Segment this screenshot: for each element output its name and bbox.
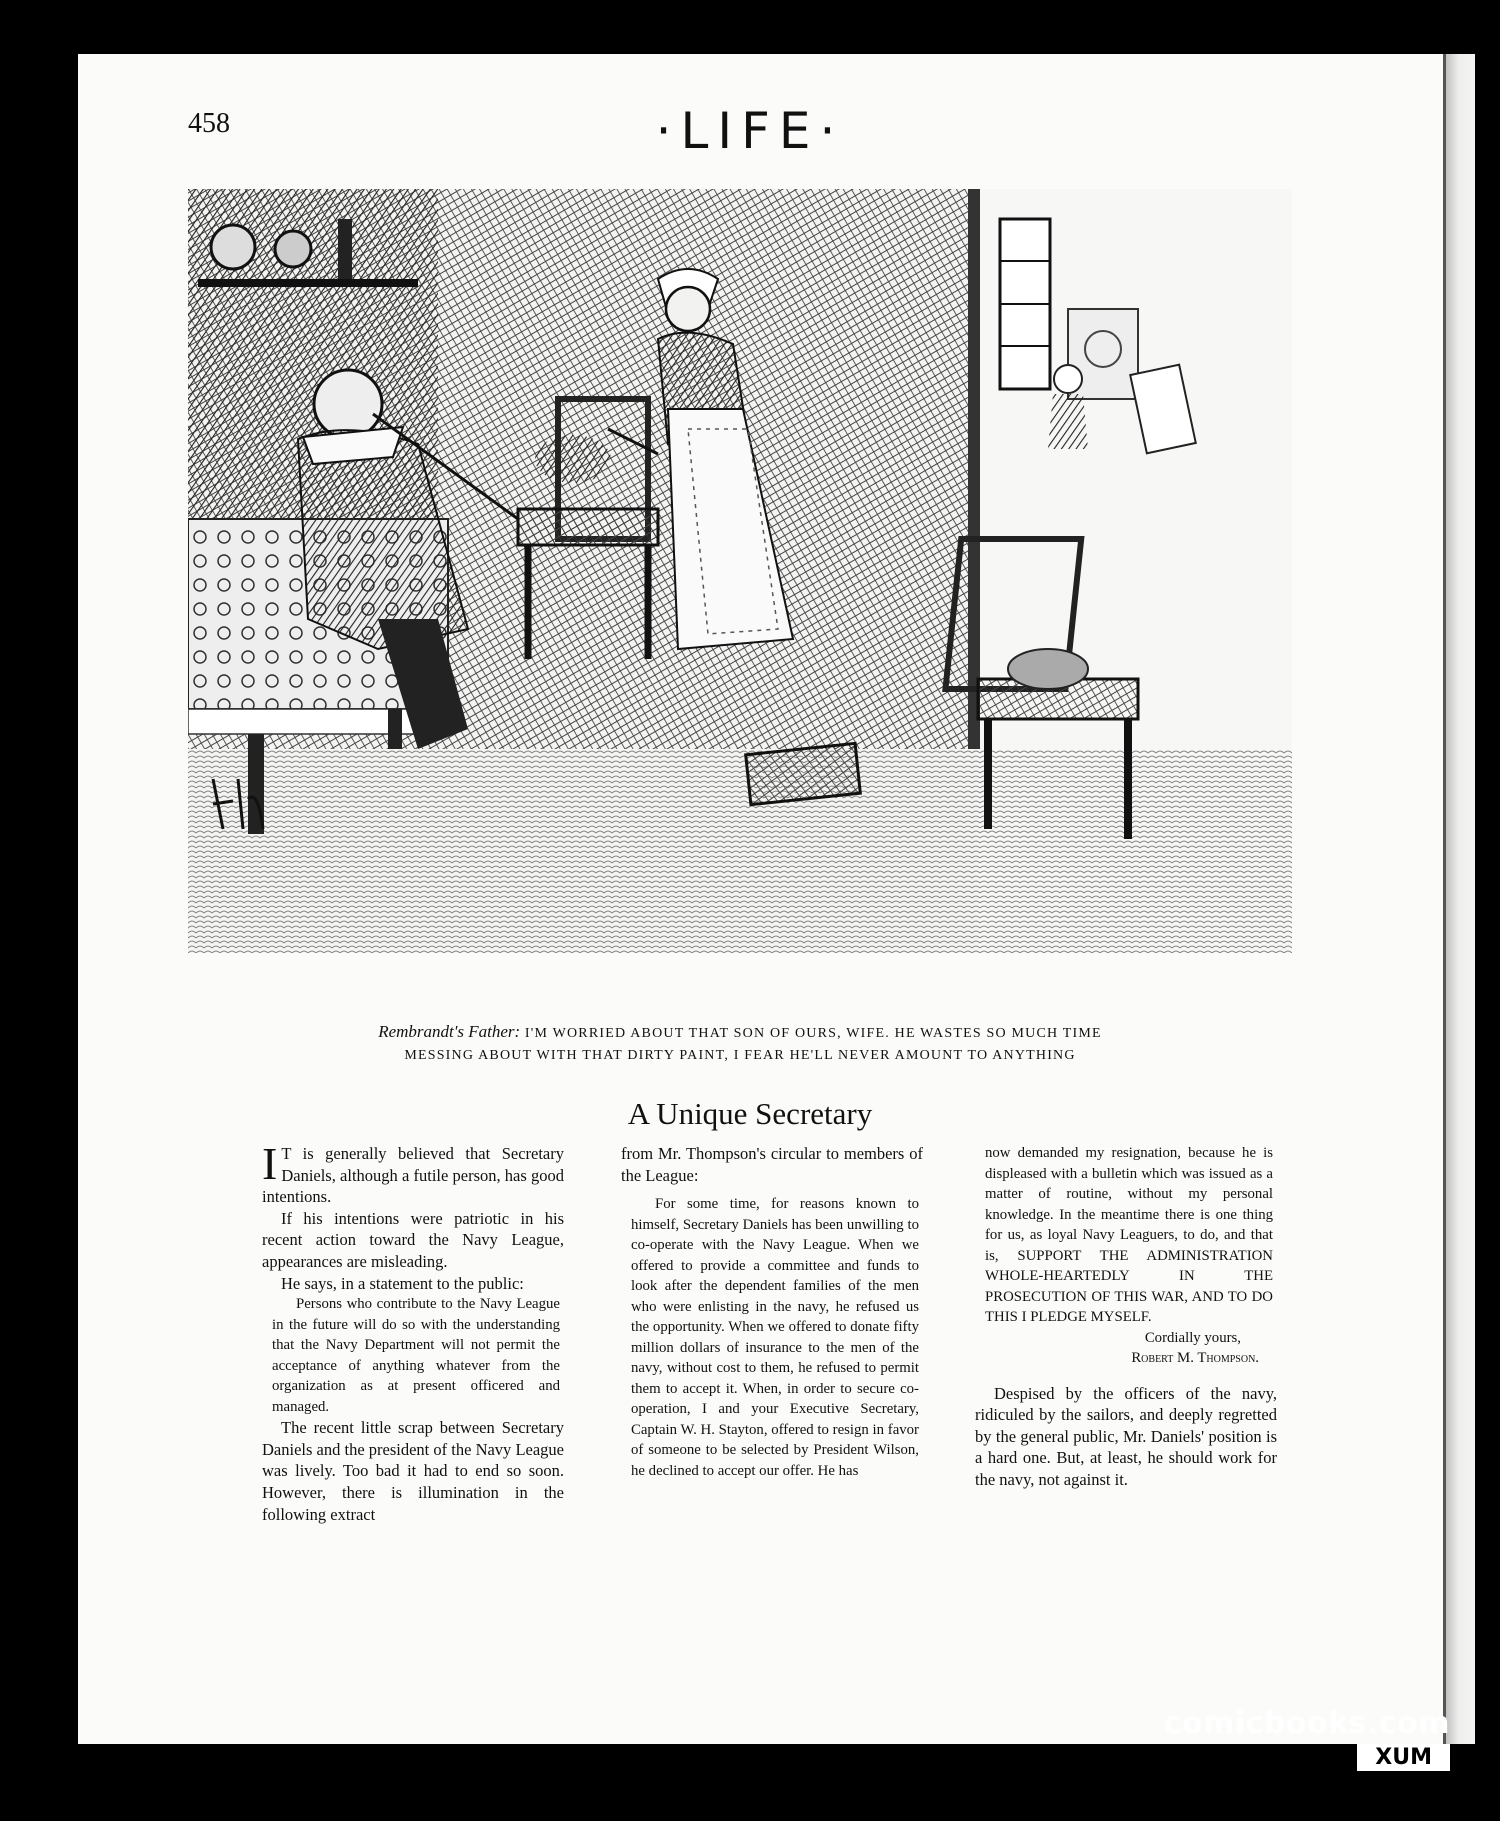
cartoon-illustration-icon xyxy=(188,189,1292,953)
page-number: 458 xyxy=(188,108,230,139)
watermark-site: comicbooks.com xyxy=(1163,1706,1450,1741)
article-headline: A Unique Secretary xyxy=(627,1096,873,1131)
col1-paragraph-1: T is generally believed that Secretary Daniels, although a futile person, has good intentions. xyxy=(262,1144,564,1207)
caption-speaker: Rembrandt's Father: xyxy=(378,1022,521,1041)
article-column-1 xyxy=(262,1138,564,1525)
watermark-tag: XUM xyxy=(1357,1744,1450,1771)
col2-paragraph-1: from Mr. Thompson's circular to members of the League: xyxy=(621,1144,923,1185)
col1-quote: Persons who contribute to the Navy League in the future will do so with the understanding that the Navy Department will not permit the acceptance of anything whatever from the organization as at present officered and managed. xyxy=(272,1296,560,1415)
col2-quote: For some time, for reasons known to himself, Secretary Daniels has been unwilling to co-operate with the Navy League. When we offered to provide a committee and funds to look after the dependent families of the men who were enlisting in the navy, he refused us the opportunity. When we offered to donate fifty million dollars of insurance to the men of the navy, without cost to them, he refused to permit them to accept it. When, in order to secure co-operation, I and your Executive Secretary, Captain W. H. Stayton, offered to resign in favor of someone to be selected by President Wilson, he declined to accept our offer. He has xyxy=(631,1196,919,1479)
col1-paragraph-3: He says, in a statement to the public: xyxy=(281,1273,524,1293)
facing-page-edge xyxy=(1445,54,1475,1744)
col1-paragraph-2: If his intentions were patriotic in his recent action toward the Navy League, appearances are misleading. xyxy=(262,1208,564,1271)
letter-closing: Cordially yours, xyxy=(1144,1329,1241,1346)
col1-paragraph-4: The recent little scrap between Secretary Daniels and the president of the Navy League was lively. Too bad it had to end so soon. However, there is illumination in the following extract xyxy=(262,1418,564,1524)
cartoon-caption xyxy=(188,1021,1292,1067)
masthead-title: ·LIFE· xyxy=(655,102,845,160)
article-column-2 xyxy=(621,1143,923,1481)
page-gutter xyxy=(1443,54,1446,1744)
article-column-3 xyxy=(975,1143,1277,1490)
col3-paragraph-1: Despised by the officers of the navy, ridiculed by the sailors, and deeply regretted by the general public, Mr. Daniels' position is a hard one. But, at least, he should work for the navy, not against it. xyxy=(975,1383,1277,1489)
caption-line-2: MESSING ABOUT WITH THAT DIRTY PAINT, I FEAR HE'LL NEVER AMOUNT TO ANYTHING xyxy=(404,1048,1076,1063)
drop-cap: I xyxy=(262,1138,278,1189)
letter-signature: Robert M. Thompson. xyxy=(1131,1350,1259,1366)
col3-quote: now demanded my resignation, because he is displeased with a bulletin which was issued as a matter of routine, without my personal knowledge. In the meantime there is one thing for us, as loyal Navy Leaguers, to do, and that is, SUPPORT THE ADMINISTRATION WHOLE-HEARTEDLY IN THE PROSECUTION OF THIS WAR, AND TO DO THIS I PLEDGE MYSELF. xyxy=(985,1145,1273,1325)
caption-line-1: I'M WORRIED ABOUT THAT SON OF OURS, WIFE. HE WASTES SO MUCH TIME xyxy=(524,1026,1102,1041)
site-watermark xyxy=(1164,1708,1450,1771)
